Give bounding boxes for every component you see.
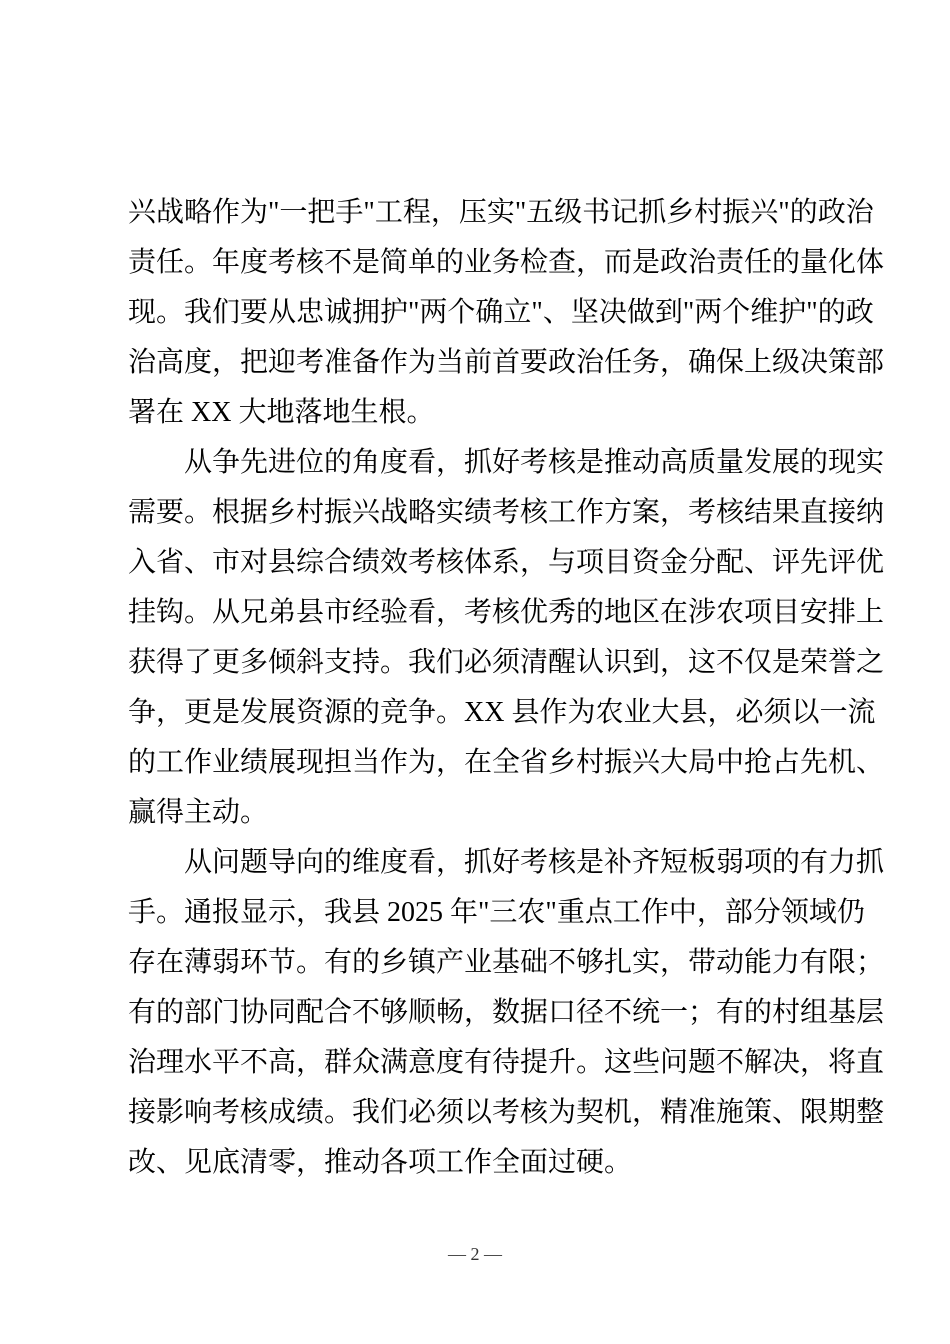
text-line: 有的部门协同配合不够顺畅，数据口径不统一；有的村组基层	[128, 997, 885, 1028]
text-line: 责任。年度考核不是简单的业务检查，而是政治责任的量化体	[128, 247, 885, 278]
paragraph	[128, 188, 885, 438]
text-line: 赢得主动。	[128, 797, 269, 828]
text-line: 治高度，把迎考准备作为当前首要政治任务，确保上级决策部	[128, 347, 885, 378]
text-line: 从问题导向的维度看，抓好考核是补齐短板弱项的有力抓	[184, 847, 885, 878]
text-line: 的工作业绩展现担当作为，在全省乡村振兴大局中抢占先机、	[128, 747, 885, 778]
text-line: 从争先进位的角度看，抓好考核是推动高质量发展的现实	[184, 447, 885, 478]
text-line: 接影响考核成绩。我们必须以考核为契机，精准施策、限期整	[128, 1097, 885, 1128]
text-line: 获得了更多倾斜支持。我们必须清醒认识到，这不仅是荣誉之	[128, 647, 885, 678]
text-line: 存在薄弱环节。有的乡镇产业基础不够扎实，带动能力有限；	[128, 947, 885, 978]
text-line: 兴战略作为"一把手"工程，压实"五级书记抓乡村振兴"的政治	[128, 197, 874, 228]
page-number: — 2 —	[448, 1244, 502, 1264]
text-line: 入省、市对县综合绩效考核体系，与项目资金分配、评先评优	[128, 547, 885, 578]
text-line: 手。通报显示，我县 2025 年"三农"重点工作中，部分领域仍	[128, 897, 865, 928]
text-line: 争，更是发展资源的竞争。XX 县作为农业大县，必须以一流	[128, 697, 876, 728]
text-line: 需要。根据乡村振兴战略实绩考核工作方案，考核结果直接纳	[128, 497, 885, 528]
paragraph	[128, 438, 885, 838]
text-line: 现。我们要从忠诚拥护"两个确立"、坚决做到"两个维护"的政	[128, 297, 874, 328]
text-line: 署在 XX 大地落地生根。	[128, 397, 435, 428]
text-line: 治理水平不高，群众满意度有待提升。这些问题不解决，将直	[128, 1047, 885, 1078]
document-body	[128, 188, 885, 1188]
paragraph	[128, 838, 885, 1188]
text-line: 挂钩。从兄弟县市经验看，考核优秀的地区在涉农项目安排上	[128, 597, 885, 628]
text-line: 改、见底清零，推动各项工作全面过硬。	[128, 1147, 633, 1178]
